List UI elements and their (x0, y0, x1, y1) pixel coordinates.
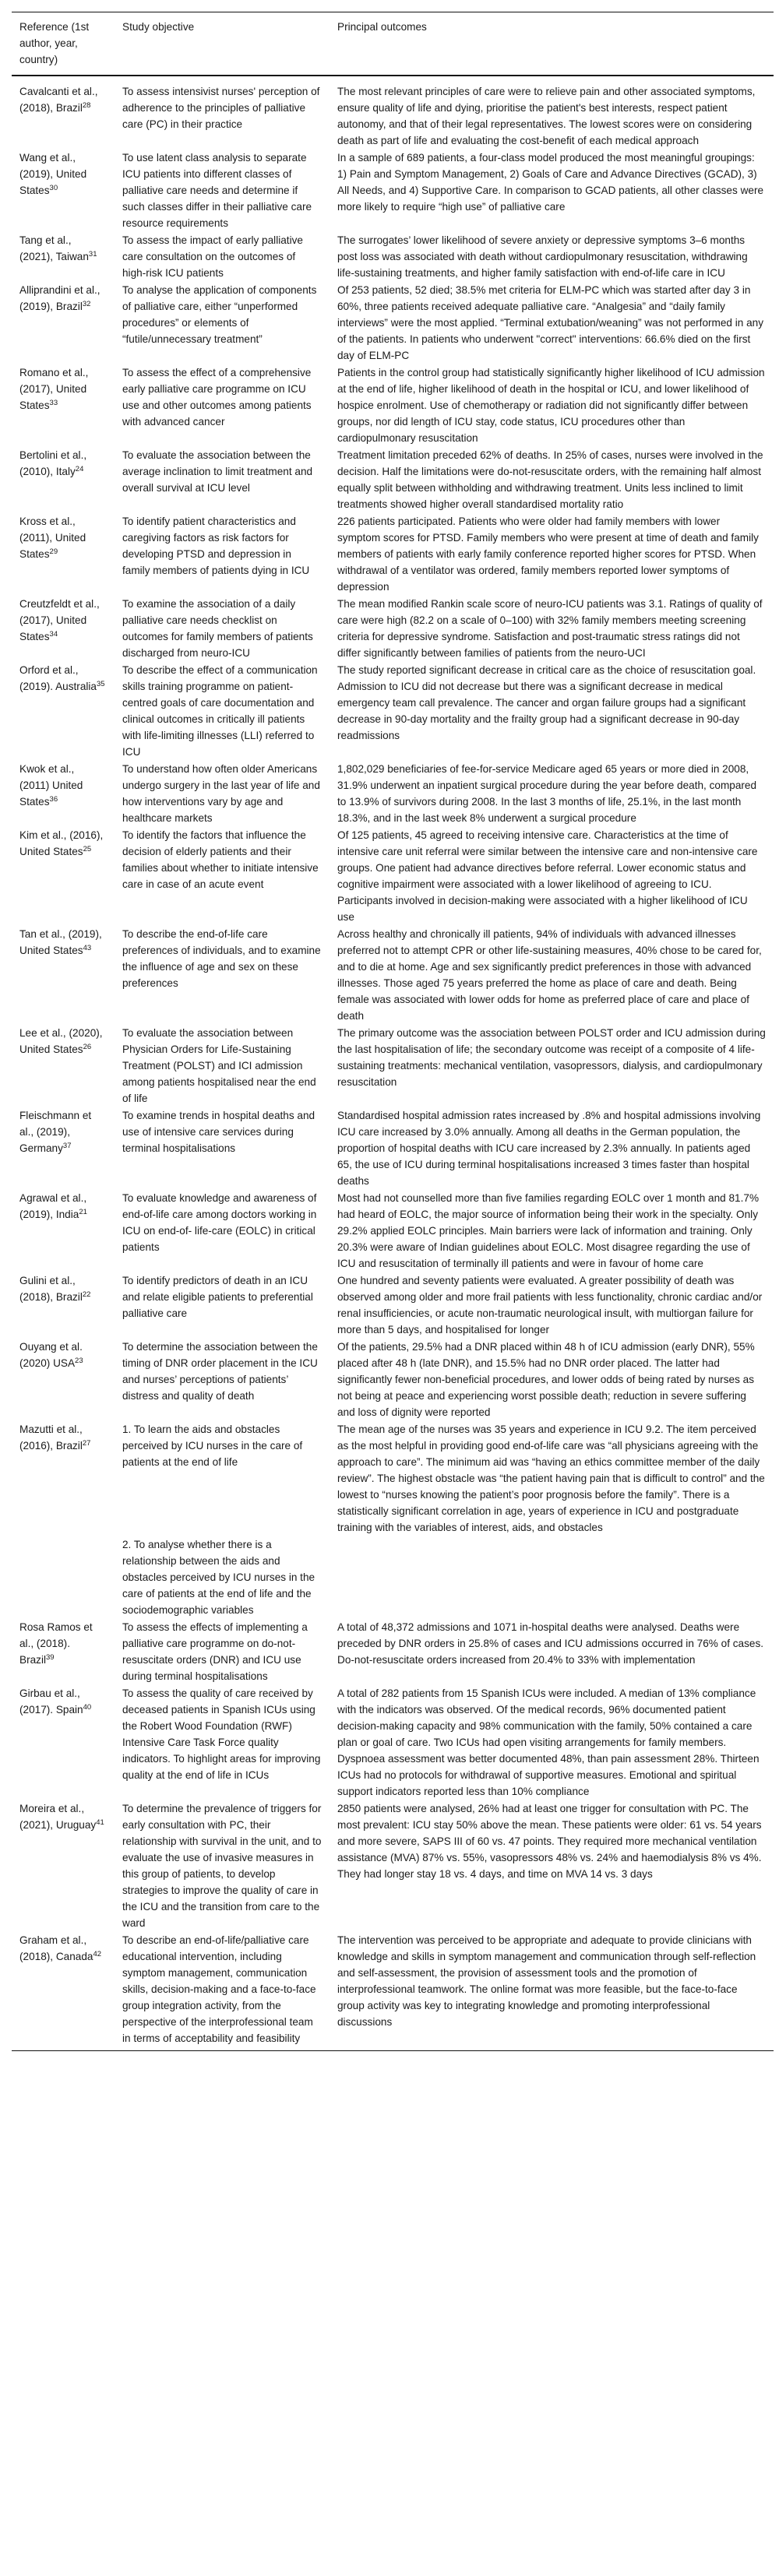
reference-cell (12, 926, 115, 1025)
outcomes-cell: The mean modified Rankin scale score of neuro-ICU patients was 3.1. Ratings of quality of care were high (82.2 on a scale of 0–100) with 32% family members meeting screening criteria for depressive syndrome. Satisfaction and post-traumatic stress ratings did not differ significantly between families of patients from the neuro-UCI (337, 598, 763, 659)
citation-number: 34 (49, 630, 58, 639)
reference-text: Bertolini et al., (2010), Italy (19, 449, 87, 477)
header-row (12, 12, 774, 76)
reference-cell (12, 232, 115, 282)
outcomes-cell: The study reported significant decrease in critical care as the choice of resuscitation goal. Admission to ICU did not decrease but there was a significant decrease in medical emergency team call prevalence. The cancer and organ failure groups had a significant decrease in 90-day mortality and the frailty group had a significant decrease in 90-day readmissions (337, 664, 756, 741)
table-row (12, 76, 774, 150)
outcomes-cell: Most had not counselled more than five families regarding EOLC over 1 month and 81.7% had heard of EOLC, the major source of information being their work in the specialty. Only 29.2% applied EOLC principles. Main barriers were lack of information and training. Only 20.3% were aware of Indian guidelines about EOLC. Most disagree regarding the use of ICU and resuscitation of terminally ill patients and were in favour of home care (337, 1192, 760, 1269)
reference-text: Rosa Ramos et al., (2018). Brazil (19, 1621, 93, 1666)
objective-cell: To analyse the application of components of palliative care, either “unperformed procedures” or elements of “futile/unnecessary treatment” (122, 284, 317, 345)
outcomes-cell: Of 125 patients, 45 agreed to receiving intensive care. Characteristics at the time of intensive care unit referral were similar between the intensive care and non-intensive care groups. One patient had advance directives before referral. Lower economic status and cognitive impairment were associated with a lower likelihood of agreeing to ICU. Participants involved in decision-making were associated with a higher likelihood of ICU use (337, 829, 758, 923)
table-row (12, 1421, 774, 1536)
reference-text: Romano et al., (2017), United States (19, 367, 89, 411)
reference-text: Kwok et al., (2011) United States (19, 763, 83, 808)
reference-cell (12, 1339, 115, 1421)
objective-cell: To identify patient characteristics and caregiving factors as risk factors for developing PTSD and depression in family members of patients dying in ICU (122, 516, 310, 576)
citation-number: 43 (83, 944, 92, 952)
reference-cell (12, 1025, 115, 1107)
objective-cell: To determine the prevalence of triggers for early consultation with PC, their relationship with survival in the unit, and to evaluate the use of invasive measures in this group of patients, to develop strategies to improve the quality of care in the ICU and the transition from care to the ward (122, 1803, 322, 1929)
header-reference: Reference (1st author, year, country) (19, 21, 90, 65)
outcomes-cell: The primary outcome was the association between POLST order and ICU admission during the last hospitalisation of life; the secondary outcome was receipt of a composite of 4 life-sustaining treatments: mechanical ventilation, vasopressors, dialysis, and cardiopulmonary resuscitation (337, 1027, 766, 1088)
table-row (12, 232, 774, 282)
citation-number: 36 (49, 795, 58, 804)
objective-cell: To assess intensivist nurses' perception of adherence to the principles of palliative care (PC) in their practice (122, 86, 320, 130)
reference-cell (12, 513, 115, 596)
reference-cell (12, 447, 115, 513)
citation-number: 40 (83, 1703, 92, 1712)
reference-text: Gulini et al., (2018), Brazil (19, 1275, 83, 1303)
objective-cell: To determine the association between the timing of DNR order placement in the ICU and nurses’ perceptions of patients’ distress and quality of death (122, 1341, 318, 1402)
reference-cell (12, 150, 115, 232)
reference-cell (12, 1932, 115, 2051)
objective-cell: To assess the impact of early palliative care consultation on the outcomes of high-risk ICU patients (122, 234, 303, 279)
reference-cell (12, 761, 115, 827)
outcomes-cell: One hundred and seventy patients were evaluated. A greater possibility of death was observed among older and more frail patients with less functionality, chronic cardiac and/or renal insufficiencies, or acute non-traumatic neurological insult, with multiorgan failure for more than 5 days, and hospitalised for longer (337, 1275, 763, 1336)
objective-cell: To examine trends in hospital deaths and use of intensive care services during terminal hospitalisations (122, 1110, 315, 1154)
table-row (12, 513, 774, 596)
table-row (12, 1800, 774, 1932)
reference-cell (12, 1107, 115, 1190)
table-row (12, 1932, 774, 2051)
objective-cell: To evaluate the association between Physician Orders for Life-Sustaining Treatment (POLST) and ICI admission among patients hospitalised near the end of life (122, 1027, 316, 1104)
reference-cell (12, 1685, 115, 1800)
objective-cell: To evaluate knowledge and awareness of end-of-life care among doctors working in ICU on end-of- life-care (EOLC) in critical patients (122, 1192, 317, 1253)
outcomes-cell: Of 253 patients, 52 died; 38.5% met criteria for ELM-PC which was started after day 3 in 60%, three patients received adequate palliative care. “Analgesia” and “daily family interviews” were the most applied. “Terminal extubation/weaning” was not performed in any of the patients. In patients who underwent "correct" interventions: 66.6% died on the first day of ELM-PC (337, 284, 764, 361)
header-outcomes: Principal outcomes (337, 21, 427, 33)
reference-text: Mazutti et al., (2016), Brazil (19, 1423, 83, 1452)
outcomes-cell: The most relevant principles of care were to relieve pain and other associated symptoms, ensure quality of life and dying, prioritise the patient's best interests, respect patient autonomy, and that of their legal representatives. The lowest scores were on considering death as part of life and evaluating the cost-benefit of each medical approach (337, 86, 756, 146)
outcomes-cell: The intervention was perceived to be appropriate and adequate to provide clinicians with knowledge and skills in symptom management and communication through self-reflection and self-assessment, the provision of assessment tools and the promotion of interprofessional teamwork. The online format was more feasible, but the face-to-face group activity was key to integrating knowledge and promoting interprofessional discussions (337, 1934, 756, 2028)
outcomes-cell: Of the patients, 29.5% had a DNR placed within 48 h of ICU admission (early DNR), 55% placed after 48 h (late DNR), and 15.5% had no DNR order placed. The latter had significantly fewer non-beneficial procedures, and lower odds of being rated by nurses as not being at peace and experiencing worst possible death; reduction in severe suffering and loss of dignity were reported (337, 1341, 755, 1418)
outcomes-cell: 226 patients participated. Patients who were older had family members with lower symptom scores for PTSD. Family members who were present at time of death and family members of patients with early family conference reported higher scores for PTSD. When withdrawal of a ventilator was ordered, family members reported lower symptoms of depression (337, 516, 759, 593)
table-row (12, 1190, 774, 1272)
table-row (12, 1685, 774, 1800)
table-row (12, 761, 774, 827)
outcomes-cell: 2850 patients were analysed, 26% had at least one trigger for consultation with PC. The most prevalent: ICU stay 50% above the mean. These patients were older: 61 vs. 54 years and more severe, SAPS III of 60 vs. 47 points. They required more mechanical ventilation assistance (MVA) 87% vs. 55%, vasopressors 48% vs. 24% and haemodialysis 8% vs 4%. They had longer stay 18 vs. 4 days, and time on MVA 14 vs. 3 days (337, 1803, 762, 1880)
table-row (12, 827, 774, 926)
table-row (12, 1107, 774, 1190)
citation-number: 27 (82, 1439, 91, 1448)
citation-number: 28 (82, 101, 91, 110)
outcomes-cell: In a sample of 689 patients, a four-class model produced the most meaningful groupings: 1) Pain and Symptom Management, 2) Goals of Care and Advance Directives (GCAD), 3) All Needs, and 4) Supportive Care. In comparison to GCAD patients, all other classes were more likely to require “high use” of palliative care (337, 152, 764, 213)
table-body (12, 76, 774, 2051)
reference-text: Tang et al., (2021), Taiwan (19, 234, 89, 262)
outcomes-cell: The mean age of the nurses was 35 years and experience in ICU 9.2. The item perceived as the most helpful in providing good end-of-life care was “all physicians agreeing with the approach to care”. The minimum aid was “having an ethics committee member of the daily review”. The highest obstacle was “the patient having pain that is difficult to control” and the lowest to “nurses knowing the patient’s poor prognosis before the family”. There is a statistically significant correlation in age, years of experience in ICU and postgraduate training with the variables of interest, aids, and obstacles (337, 1423, 765, 1533)
citation-number: 23 (75, 1357, 83, 1365)
outcomes-cell: Patients in the control group had statistically significantly higher likelihood of ICU admission at the end of life, higher likelihood of death in the hospital or ICU, and lower likelihood of hospice enrolment. Use of chemotherapy or radiation did not significantly differ between groups, nor did length of ICU stay, code status, ICU procedures other than cardiopulmonary resuscitation (337, 367, 765, 444)
objective-cell: To assess the quality of care received by deceased patients in Spanish ICUs using the Robert Wood Foundation (RWF) Intensive Care Task Force quality indicators. To highlight areas for improving quality at the end of life in ICUs (122, 1687, 321, 1781)
reference-cell (12, 1272, 115, 1339)
reference-text: Wang et al., (2019), United States (19, 152, 87, 196)
objective-cell: To describe the effect of a communication skills training programme on patient-centred goals of care documentation and clinical outcomes in critically ill patients with life-limiting illnesses (LLI) referred to ICU (122, 664, 318, 758)
reference-text: Graham et al., (2018), Canada (19, 1934, 93, 1962)
reference-text: Orford et al., (2019). Australia (19, 664, 97, 692)
table-row (12, 662, 774, 761)
objective-cell: To identify the factors that influence the decision of elderly patients and their families about whether to initiate intensive care in case of an acute event (122, 829, 319, 890)
reference-text: Ouyang et al. (2020) USA (19, 1341, 83, 1369)
reference-text: Moreira et al., (2021), Uruguay (19, 1803, 97, 1831)
objective-cell: To describe the end-of-life care preferences of individuals, and to examine the influence of age and sex on these preferences (122, 928, 321, 989)
objective-cell: To describe an end-of-life/palliative care educational intervention, including symptom management, communication skills, decision-making and a face-to-face group integration activity, from the perspective of the interprofessional team in terms of acceptability and feasibility (122, 1934, 316, 2044)
objective-cell: To examine the association of a daily palliative care needs checklist on outcomes for family members of patients discharged from neuro-ICU (122, 598, 313, 659)
table-row (12, 596, 774, 662)
citation-number: 33 (49, 399, 58, 407)
reference-cell (12, 1536, 115, 1619)
reference-cell (12, 1619, 115, 1685)
header-objective: Study objective (122, 21, 195, 33)
objective-cell: 1. To learn the aids and obstacles perceived by ICU nurses in the care of patients at the end of life (122, 1423, 303, 1468)
reference-text: Kross et al., (2011), United States (19, 516, 86, 560)
reference-text: Lee et al., (2020), United States (19, 1027, 103, 1055)
table-row (12, 1619, 774, 1685)
citation-number: 35 (97, 680, 105, 688)
objective-cell: To use latent class analysis to separate ICU patients into different classes of palliative care needs and determine if such classes differ in their palliative care resource requirements (122, 152, 312, 229)
reference-text: Creutzfeldt et al., (2017), United States (19, 598, 100, 642)
citation-number: 32 (82, 300, 91, 308)
outcomes-cell: 1,802,029 beneficiaries of fee-for-service Medicare aged 65 years or more died in 2008, 31.9% underwent an inpatient surgical procedure during the year before death, compared to 13.9% of survivors during 2008. In the last 3 months of life, 25.1%, in the last month 18.3%, and in the last week 8% underwent a surgical procedure (337, 763, 757, 824)
citation-number: 30 (49, 184, 58, 192)
outcomes-cell: Treatment limitation preceded 62% of deaths. In 25% of cases, nurses were involved in the decision. Half the limitations were do-not-resuscitate orders, with the remaining half almost equally split between withholding and withdrawing treatment. Units less inclined to limit treatments showed higher overall standardised mortality ratio (337, 449, 763, 510)
outcomes-cell: A total of 282 patients from 15 Spanish ICUs were included. A median of 13% compliance with the indicators was observed. Of the medical records, 96% documented patient decision-making capacity and 98% communication with the family, 50% contained a care plan or goal of care. Two ICUs had open visiting arrangements for family members. Dyspnoea assessment was better documented 48%, than pain assessment 28%. Thirteen ICUs had no protocols for withdrawal of supportive measures. Emotional and spiritual support indicators reported less than 10% compliance (337, 1687, 760, 1797)
citation-number: 26 (83, 1043, 92, 1051)
citation-number: 42 (93, 1950, 102, 1958)
studies-table-container (12, 12, 774, 2051)
objective-cell: 2. To analyse whether there is a relationship between the aids and obstacles perceived by ICU nurses in the care of patients at the end of life and the sociodemographic variables (122, 1539, 315, 1616)
reference-cell (12, 662, 115, 761)
citation-number: 24 (75, 465, 84, 473)
outcomes-cell: The surrogates’ lower likelihood of severe anxiety or depressive symptoms 3–6 months post loss was associated with death without cardiopulmonary resuscitation, withdrawing life-sustaining treatments, and higher family satisfaction with end-of-life care in ICU (337, 234, 748, 279)
table-row (12, 1339, 774, 1421)
reference-text: Cavalcanti et al., (2018), Brazil (19, 86, 98, 114)
citation-number: 37 (62, 1142, 72, 1150)
citation-number: 41 (96, 1818, 104, 1827)
objective-cell: To assess the effects of implementing a palliative care programme on do-not-resuscitate orders (DNR) and ICU use during terminal hospitalisations (122, 1621, 308, 1682)
reference-cell (12, 827, 115, 926)
objective-cell: To understand how often older Americans undergo surgery in the last year of life and how interventions vary by age and healthcare markets (122, 763, 320, 824)
table-row (12, 282, 774, 364)
reference-text: Girbau et al., (2017). Spain (19, 1687, 83, 1716)
studies-table (12, 12, 774, 2051)
table-header (12, 12, 774, 76)
table-row (12, 1272, 774, 1339)
reference-cell (12, 364, 115, 447)
reference-cell (12, 1421, 115, 1536)
reference-text: Fleischmann et al., (2019), Germany (19, 1110, 92, 1154)
reference-text: Agrawal et al., (2019), India (19, 1192, 87, 1220)
reference-cell (12, 76, 115, 150)
citation-number: 39 (46, 1653, 55, 1662)
reference-cell (12, 282, 115, 364)
citation-number: 22 (82, 1290, 91, 1299)
reference-cell (12, 596, 115, 662)
table-row (12, 150, 774, 232)
objective-cell: To evaluate the association between the average inclination to limit treatment and overall survival at ICU level (122, 449, 313, 494)
outcomes-cell (330, 1536, 774, 1619)
outcomes-cell: Across healthy and chronically ill patients, 94% of individuals with advanced illnesses preferred not to attempt CPR or other life-sustaining measures, 40% chose to be cared for, and to die at home. Age and sex significantly predict preferences in those with advanced illnesses. Those aged 75 years preferred the home as place of care and death. Being female was associated with lower odds for home as preferred place of care and place of death (337, 928, 762, 1022)
table-row (12, 1536, 774, 1619)
reference-cell (12, 1800, 115, 1932)
objective-cell: To identify predictors of death in an ICU and relate eligible patients to preferential palliative care (122, 1275, 313, 1319)
reference-cell (12, 1190, 115, 1272)
outcomes-cell: A total of 48,372 admissions and 1071 in-hospital deaths were analysed. Deaths were preceded by DNR orders in 25.8% of cases and ICU admissions occurred in 76% of cases. Do-not-resuscitate orders increased from 20.4% to 33% with implementation (337, 1621, 764, 1666)
outcomes-cell: Standardised hospital admission rates increased by .8% and hospital admissions involving ICU care increased by 3.0% annually. Among all deaths in the German population, the proportion of hospital deaths with ICU care increased by 2.3% annually. In patients aged 65, the use of ICU during terminal hospitalisations increased 3 times faster than hospital deaths (337, 1110, 761, 1187)
reference-text: Kim et al., (2016), United States (19, 829, 104, 857)
table-row (12, 364, 774, 447)
table-row (12, 447, 774, 513)
citation-number: 31 (88, 250, 97, 259)
objective-cell: To assess the effect of a comprehensive early palliative care programme on ICU use and other outcomes among patients with advanced cancer (122, 367, 312, 428)
citation-number: 21 (79, 1208, 87, 1216)
table-row (12, 1025, 774, 1107)
citation-number: 29 (49, 547, 58, 556)
citation-number: 25 (83, 845, 92, 853)
reference-text: Tan et al., (2019), United States (19, 928, 102, 956)
table-row (12, 926, 774, 1025)
reference-text: Alliprandini et al., (2019), Brazil (19, 284, 100, 312)
